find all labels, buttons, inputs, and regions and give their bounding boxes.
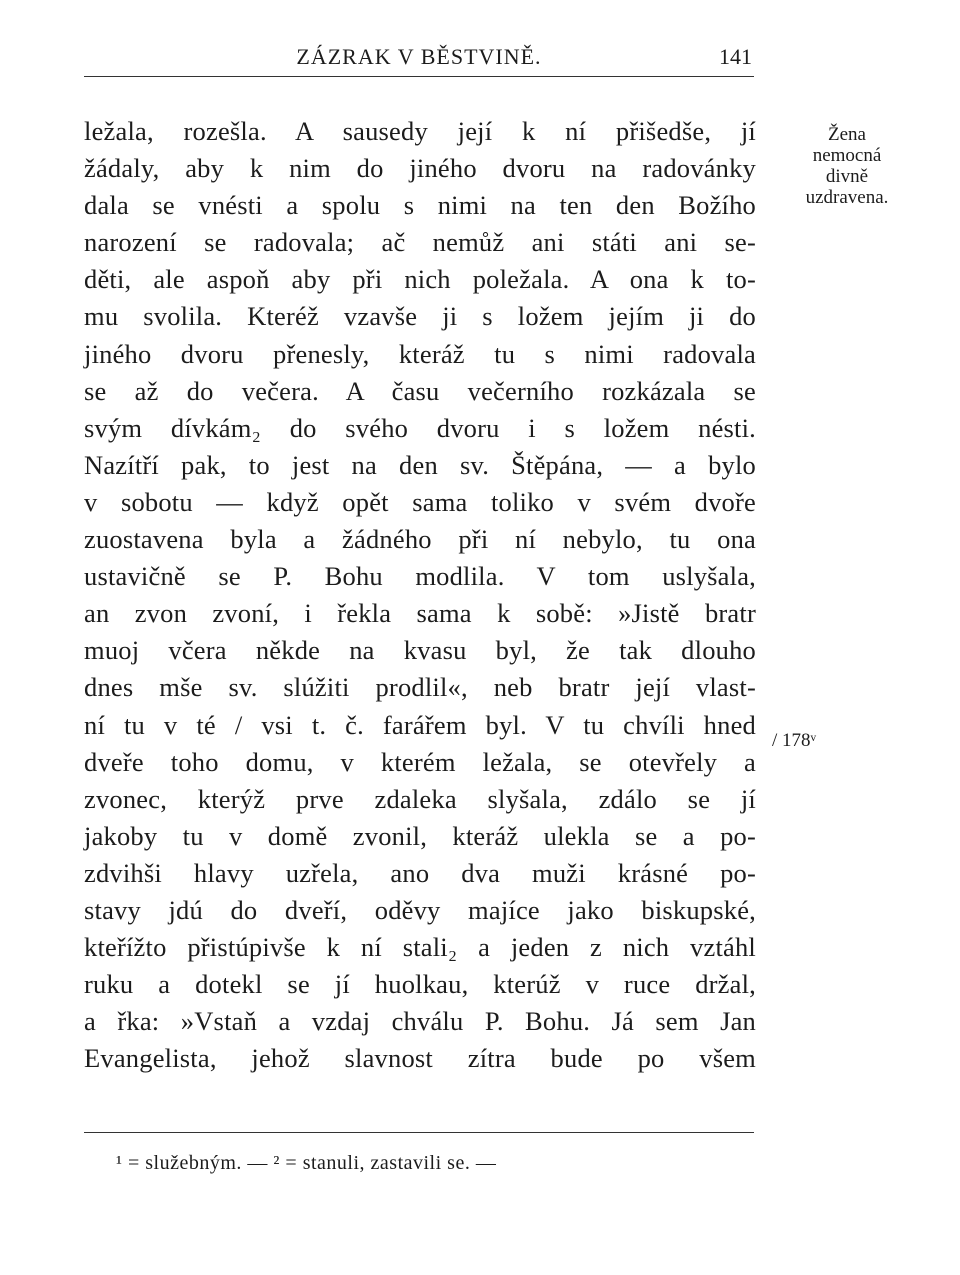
- text-line: kteřížto přistúpivše k ní stali₂ a jeden z nich vztáhl: [84, 932, 756, 963]
- folio-mark: / 178ᵛ: [772, 730, 817, 751]
- running-title: ZÁZRAK V BĚSTVINĚ.: [296, 44, 542, 69]
- text-line: děti, ale aspoň aby při nich poležala. A ona k to-: [84, 264, 756, 295]
- margin-note: [772, 124, 922, 208]
- text-line: stavy jdú do dveří, oděvy majíce jako biskupské,: [84, 894, 756, 925]
- page-header: [84, 40, 754, 76]
- text-line: ní tu v té / vsi t. č. farářem byl. V tu chvíli hned: [84, 709, 756, 740]
- text-line: Nazítří pak, to jest na den sv. Štěpána, — a bylo: [84, 449, 756, 480]
- text-line: dala se vnésti a spolu s nimi na ten den Božího: [84, 190, 756, 221]
- text-line: jiného dvoru přenesly, kteráž tu s nimi radovala: [84, 338, 756, 369]
- text-line: se až do večera. A času večerního rozkázala se: [84, 375, 756, 406]
- margin-note-line: Žena: [828, 124, 866, 145]
- text-line: mu svolila. Kteréž vzavše ji s ložem jejím ji do: [84, 301, 756, 332]
- margin-note-line: uzdravena.: [805, 187, 889, 208]
- text-line: dnes mše sv. slúžiti prodlil«, neb bratr její vlast-: [84, 672, 756, 703]
- margin-note-line: divně: [825, 166, 869, 187]
- margin-note-line: nemocná: [812, 145, 882, 166]
- text-line: zuostavena byla a žádného při ní nebylo, tu ona: [84, 524, 756, 555]
- text-line: dveře toho domu, v kterém ležala, se otevřely a: [84, 746, 756, 777]
- text-line: an zvon zvoní, i řekla sama k sobě: »Jistě bratr: [84, 598, 756, 629]
- text-line: v sobotu — když opět sama toliko v svém dvoře: [84, 486, 756, 517]
- text-line: zvonec, kterýž prve zdaleka slyšala, zdálo se jí: [84, 783, 756, 814]
- footnotes: ¹ = služebným. — ² = stanuli, zastavili se. —: [116, 1152, 497, 1174]
- text-line: svým dívkám₂ do svého dvoru i s ložem nésti.: [84, 412, 756, 443]
- body-text: [84, 113, 756, 1077]
- text-line: a řka: »Vstaň a vzdaj chválu P. Bohu. Já sem Jan: [84, 1006, 756, 1037]
- text-line: zdvihši hlavy uzřela, ano dva muži krásné po-: [84, 857, 756, 888]
- text-line: ruku a dotekl se jí huolkau, kterúž v ruce držal,: [84, 969, 756, 1000]
- text-line: ležala, rozešla. A sausedy její k ní přišedše, jí: [84, 116, 756, 146]
- text-line: žádaly, aby k nim do jiného dvoru na radovánky: [84, 153, 756, 184]
- text-line: ustavičně se P. Bohu modlila. V tom uslyšala,: [84, 561, 756, 592]
- text-line: narození se radovala; ač nemůž ani státi ani se-: [84, 227, 756, 258]
- text-line: muoj včera někde na kvasu byl, že tak dlouho: [84, 635, 756, 666]
- header-rule: [84, 76, 754, 77]
- footnote-rule: [84, 1132, 754, 1133]
- page-number: 141: [719, 44, 752, 69]
- text-line: Evangelista, jehož slavnost zítra bude po všem: [84, 1043, 756, 1074]
- text-line: jakoby tu v domě zvonil, kteráž ulekla se a po-: [84, 820, 756, 851]
